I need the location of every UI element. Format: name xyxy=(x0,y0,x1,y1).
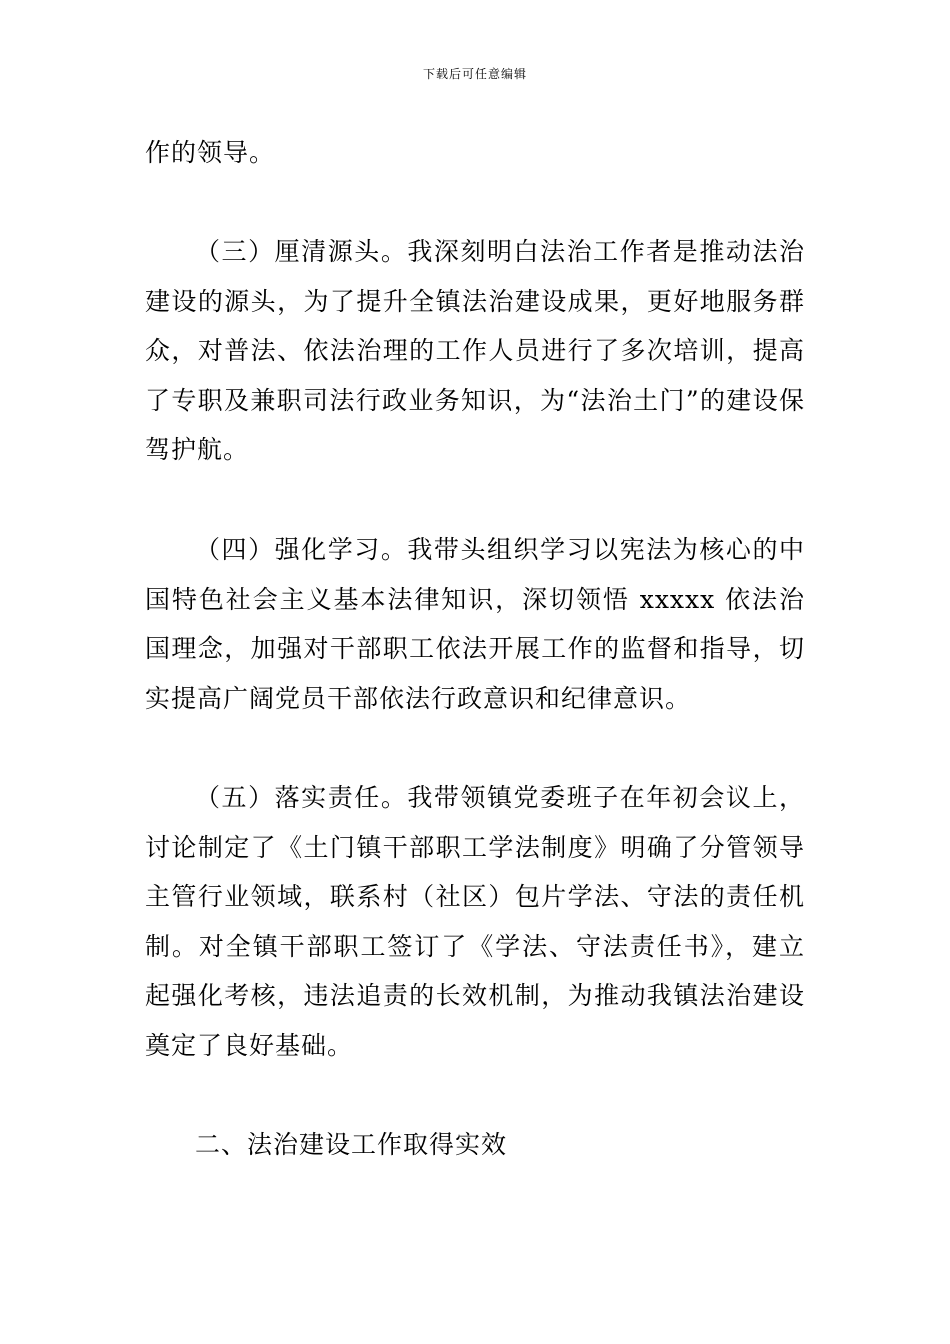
paragraph-section-5: （五）落实责任。我带领镇党委班子在年初会议上，讨论制定了《土门镇干部职工学法制度》明确了分管领导主管行业领域，联系村（社区）包片学法、守法的责任机制。对全镇干部职工签订了《学法、守法责任书》，建立起强化考核，违法追责的长效机制，为推动我镇法治建设奠定了良好基础。 xyxy=(145,783,805,1060)
page-header-note: 下载后可任意编辑 xyxy=(422,67,527,81)
paragraph-section-3: （三）厘清源头。我深刻明白法治工作者是推动法治建设的源头，为了提升全镇法治建设成果，更好地服务群众，对普法、依法治理的工作人员进行了多次培训，提高了专职及兼职司法行政业务知识，为“法治土门”的建设保驾护航。 xyxy=(145,237,805,464)
continuation-paragraph: 作的领导。 xyxy=(145,138,276,167)
paragraph-section-4: （四）强化学习。我带头组织学习以宪法为核心的中国特色社会主义基本法律知识，深切领悟 xxxxx 依法治国理念，加强对干部职工依法开展工作的监督和指导，切实提高广阔党员干部依法行政意识和纪律意识。 xyxy=(145,535,805,713)
section-heading: 二、法治建设工作取得实效 xyxy=(195,1130,508,1159)
